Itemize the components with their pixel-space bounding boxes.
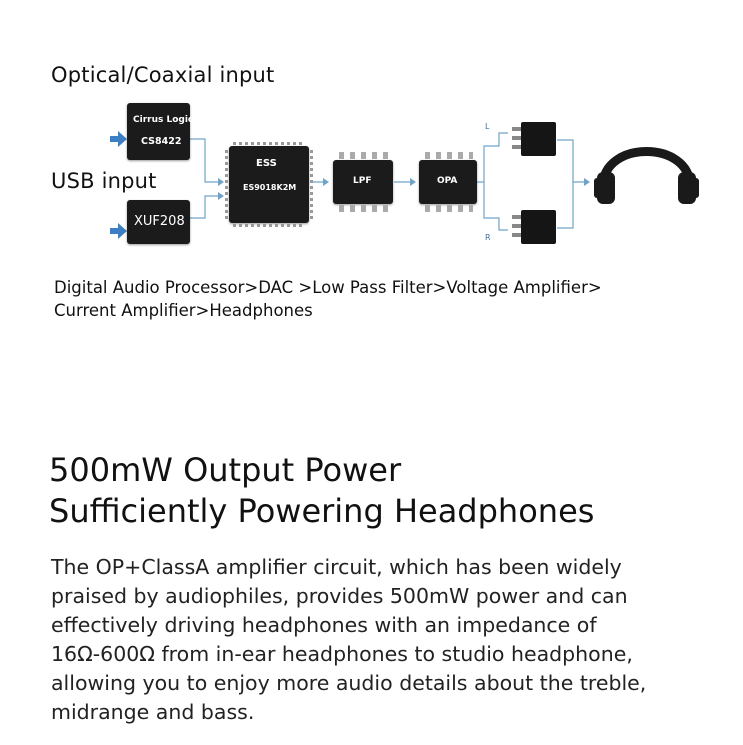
- opa-chip: [419, 160, 477, 204]
- xuf208-chip: [127, 200, 190, 244]
- right-channel-label: R: [485, 233, 491, 242]
- para-line-4: 16Ω-600Ω from in-ear headphones to studio headphone,: [51, 642, 633, 666]
- signal-flow-diagram: [0, 0, 743, 260]
- chip-pins: [310, 150, 313, 220]
- heading-line-2: Sufficiently Powering Headphones: [49, 492, 595, 530]
- output-transistor-icon: [512, 210, 556, 244]
- optical-input-label: Optical/Coaxial input: [51, 63, 275, 87]
- chip-pins: [233, 224, 305, 227]
- chip-pins: [425, 152, 473, 159]
- left-channel-label: L: [485, 122, 490, 131]
- chip-pins: [339, 152, 389, 159]
- para-line-2: praised by audiophiles, provides 500mW power and can: [51, 584, 628, 608]
- signal-flow-caption: [54, 276, 694, 322]
- para-line-3: effectively driving headphones with an impedance of: [51, 613, 597, 637]
- input-arrow-icon: [110, 223, 127, 239]
- chip-brand: ESS: [256, 158, 277, 169]
- input-arrow-icon: [110, 131, 127, 147]
- chip-pins: [225, 150, 228, 220]
- para-line-5: allowing you to enjoy more audio details about the treble,: [51, 671, 647, 695]
- ess-dac-chip: [229, 146, 309, 223]
- heading-line-1: 500mW Output Power: [49, 451, 402, 489]
- output-transistor-icon: [512, 122, 556, 156]
- chip-pins: [233, 142, 305, 145]
- chip-label: LPF: [353, 176, 372, 186]
- chip-model: CS8422: [141, 136, 182, 147]
- chip-model: XUF208: [134, 214, 185, 229]
- chip-model: ES9018K2M: [243, 183, 297, 192]
- chip-pins: [339, 205, 389, 212]
- flow-line-2: Current Amplifier>Headphones: [54, 301, 313, 320]
- cirrus-logic-chip: [127, 103, 194, 160]
- lpf-chip: [333, 160, 393, 204]
- section-heading: [49, 450, 594, 532]
- para-line-1: The OP+ClassA amplifier circuit, which has been widely: [51, 555, 622, 579]
- usb-input-label: USB input: [51, 169, 157, 193]
- headphones-icon: [594, 152, 699, 205]
- chip-pins: [425, 205, 473, 212]
- flow-line-1: Digital Audio Processor>DAC >Low Pass Filter>Voltage Amplifier>: [54, 278, 602, 297]
- chip-label: OPA: [437, 176, 458, 186]
- description-paragraph: [51, 553, 721, 727]
- chip-brand: Cirrus Logic: [133, 115, 194, 125]
- para-line-6: midrange and bass.: [51, 700, 255, 724]
